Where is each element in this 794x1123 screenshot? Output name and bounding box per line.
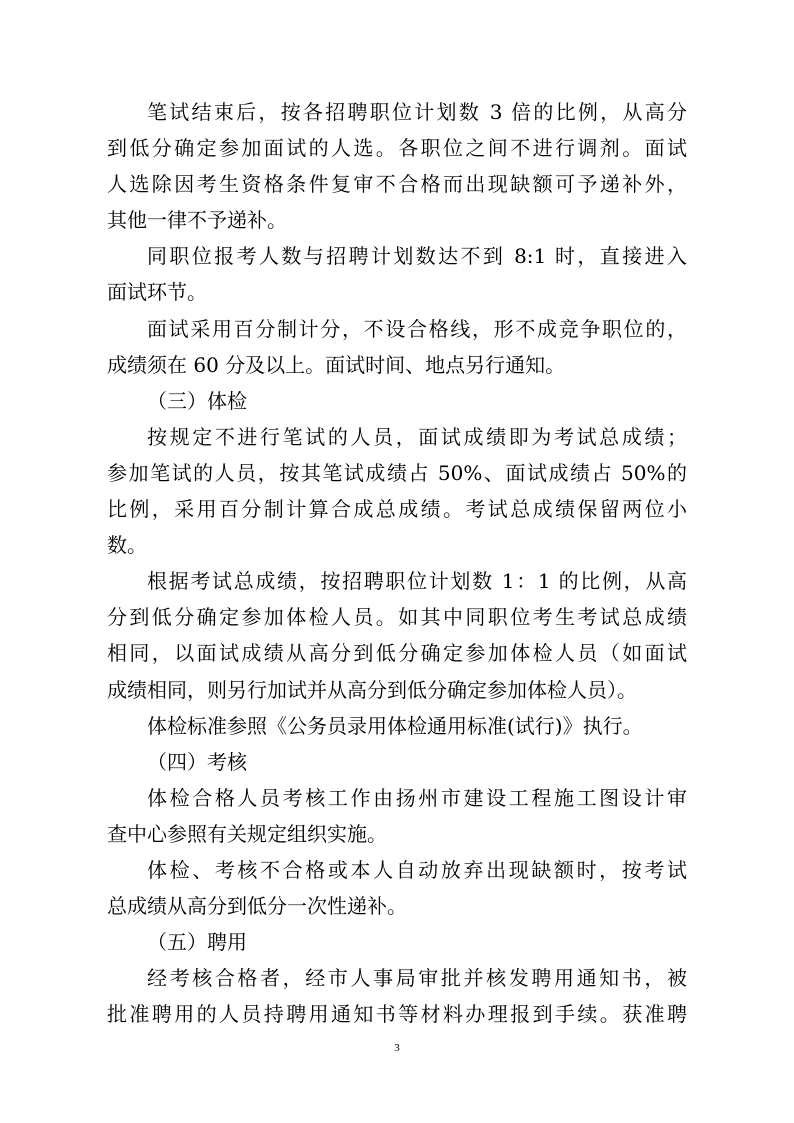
section-heading: （四）考核 xyxy=(147,749,247,774)
text-line: 批准聘用的人员持聘用通知书等材料办理报到手续。获准聘 xyxy=(107,1002,687,1027)
text-line: 数。 xyxy=(107,533,147,558)
text-line: 其他一律不予递补。 xyxy=(107,208,287,233)
text-line: 查中心参照有关规定组织实施。 xyxy=(107,821,387,846)
text-line: 体检合格人员考核工作由扬州市建设工程施工图设计审 xyxy=(147,785,687,810)
section-heading: （五）聘用 xyxy=(147,930,247,955)
text-line: 面试环节。 xyxy=(107,280,207,305)
text-line: 到低分确定参加面试的人选。各职位之间不进行调剂。面试 xyxy=(107,136,687,161)
text-line: 体检、考核不合格或本人自动放弃出现缺额时，按考试 xyxy=(147,857,687,882)
text-line: 体检标准参照《公务员录用体检通用标准(试行)》执行。 xyxy=(147,713,643,738)
text-line: 经考核合格者，经市人事局审批并核发聘用通知书，被 xyxy=(147,966,687,991)
text-line: 按规定不进行笔试的人员，面试成绩即为考试总成绩； xyxy=(147,424,687,449)
page-number: 3 xyxy=(394,1042,400,1054)
section-heading: （三）体检 xyxy=(147,388,247,413)
text-line: 笔试结束后，按各招聘职位计划数 3 倍的比例，从高分 xyxy=(147,100,687,124)
text-line: 成绩须在 60 分及以上。面试时间、地点另行通知。 xyxy=(107,352,566,377)
text-line: 总成绩从高分到低分一次性递补。 xyxy=(107,894,407,919)
text-line: 相同，以面试成绩从高分到低分确定参加体检人员（如面试 xyxy=(107,641,687,666)
document-body xyxy=(107,94,687,1032)
text-line: 比例，采用百分制计算合成总成绩。考试总成绩保留两位小 xyxy=(107,497,687,522)
text-line: 参加笔试的人员，按其笔试成绩占 50%、面试成绩占 50%的 xyxy=(107,460,687,485)
text-line: 分到低分确定参加体检人员。如其中同职位考生考试总成绩 xyxy=(107,605,687,630)
text-line: 人选除因考生资格条件复审不合格而出现缺额可予递补外， xyxy=(107,172,687,197)
text-line: 成绩相同，则另行加试并从高分到低分确定参加体检人员）。 xyxy=(107,677,637,702)
text-line: 同职位报考人数与招聘计划数达不到 8:1 时，直接进入 xyxy=(147,244,687,269)
text-line: 根据考试总成绩，按招聘职位计划数 1：1 的比例，从高 xyxy=(147,569,687,594)
text-line: 面试采用百分制计分，不设合格线，形不成竞争职位的， xyxy=(147,316,687,341)
